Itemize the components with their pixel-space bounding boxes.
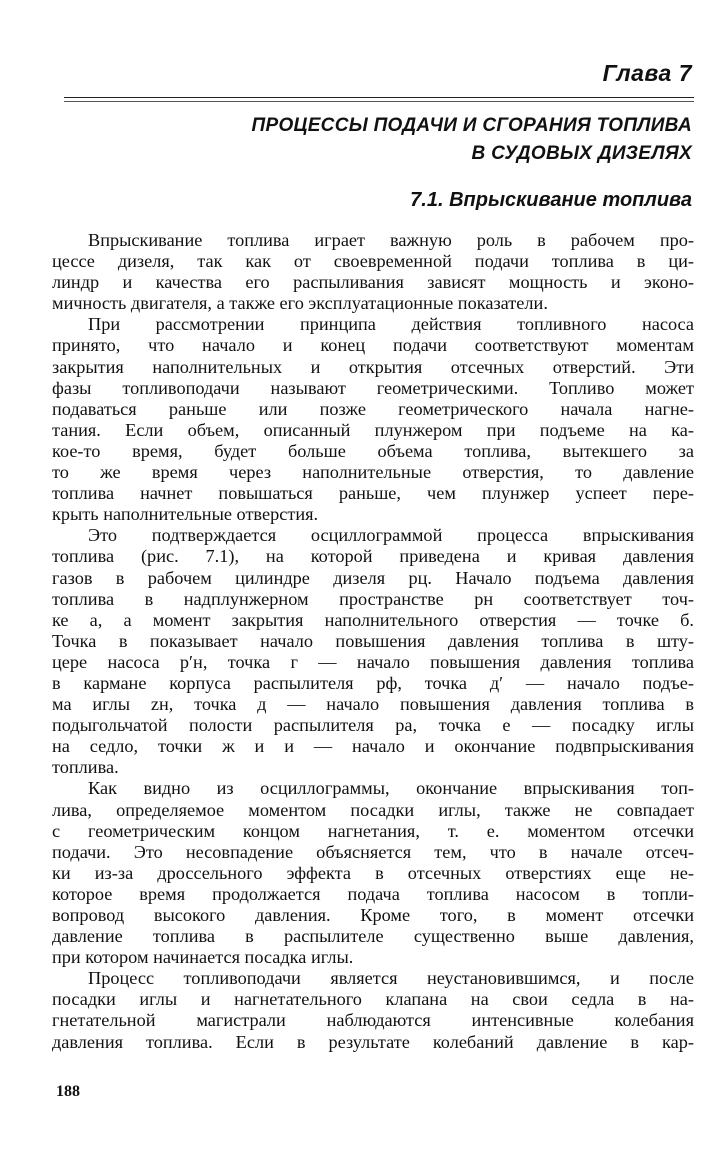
text-line: мичность двигателя, а также его эксплуатационные показатели. [52,293,548,314]
text-line: гнетательной магистрали наблюдаются интенсивные колебания [52,1010,694,1031]
text-line: При рассмотрении принципа действия топливного насоса [88,314,694,335]
text-line: топлива начнет повышаться раньше, чем плунжер успеет пере- [52,483,694,504]
text-line: которое время продолжается подача топлива насосом в топли- [52,883,694,904]
text-line: вопровод высокого давления. Кроме того, в момент отсечки [52,905,694,925]
paragraph [52,778,694,968]
text-line: цессе дизеля, так как от своевременной подачи топлива в ци- [52,251,694,272]
text-line: посадки иглы и нагнетательного клапана на свои седла в на- [52,989,694,1010]
text-line: с геометрическим концом нагнетания, т. е. моментом отсечки [52,820,694,841]
text-line: Это подтверждается осциллограммой процесса впрыскивания [88,525,694,546]
text-line: топлива в надплунжерном пространстве pн соответствует точ- [52,588,694,609]
paragraph [52,968,694,1052]
chapter-label: Глава 7 [602,60,692,86]
text-line: Процесс топливоподачи является неустановившимся, и после [88,968,694,989]
text-line: тания. Если объем, описанный плунжером при подъеме на ка- [52,419,694,440]
text-line: фазы топливоподачи называют геометрическими. Топливо может [52,377,694,398]
text-line: давления топлива. Если в результате колебаний давление в кар- [52,1031,694,1052]
text-line: в кармане корпуса распылителя pф, точка д′ — начало подъе- [52,672,694,693]
text-line: газов в рабочем цилиндре дизеля pц. Начало подъема давления [52,567,694,588]
header-rule [64,97,694,98]
text-line: при котором начинается посадка иглы. [52,947,354,968]
text-line: цере насоса p′н, точка г — начало повышения давления топлива [52,651,694,672]
text-line: подачи. Это несовпадение объясняется тем, что в начале отсеч- [52,841,694,862]
body-text [52,230,694,1053]
text-line: линдр и качества его распыливания зависят мощность и эконо- [52,272,694,293]
chapter-title-line-1: ПРОЦЕССЫ ПОДАЧИ И СГОРАНИЯ ТОПЛИВА [251,115,692,136]
text-line: на седло, точки ж и и — начало и окончание подвпрыскивания [52,736,694,757]
chapter-title-line-2: В СУДОВЫХ ДИЗЕЛЯХ [471,143,692,164]
text-line: ки из-за дроссельного эффекта в отсечных отверстиях еще не- [52,862,694,883]
text-line: крыть наполнительные отверстия. [52,504,319,525]
header-rule-thin [64,101,694,102]
page-number: 188 [56,1083,80,1100]
text-line: ма иглы zн, точка д — начало повышения давления топлива в [52,694,694,715]
text-line: Как видно из осциллограммы, окончание впрыскивания топ- [88,778,694,799]
text-line: топлива (рис. 7.1), на которой приведена и кривая давления [52,546,694,567]
text-line: топлива. [52,757,119,778]
paragraph [52,525,694,778]
text-line: Впрыскивание топлива играет важную роль в рабочем про- [88,230,694,250]
text-line: кое-то время, будет больше объема топлива, вытекшего за [52,440,694,461]
chapter-title [252,112,692,168]
paragraph [52,230,694,314]
paragraph [52,314,694,525]
text-line: ке а, а момент закрытия наполнительного отверстия — точке б. [52,609,694,630]
text-line: Точка в показывает начало повышения давления топлива в шту- [52,630,694,651]
text-line: лива, определяемое моментом посадки иглы, также не совпадает [52,799,694,820]
text-line: подыгольчатой полости распылителя pа, точка е — посадку иглы [52,715,694,736]
text-line: давление топлива в распылителе существенно выше давления, [52,926,694,947]
text-line: принято, что начало и конец подачи соответствуют моментам [52,335,694,356]
section-title: 7.1. Впрыскивание топлива [410,189,692,211]
text-line: закрытия наполнительных и открытия отсечных отверстий. Эти [52,356,694,377]
text-line: подаваться раньше или позже геометрического начала нагне- [52,398,694,419]
text-line: то же время через наполнительные отверстия, то давление [52,462,694,483]
